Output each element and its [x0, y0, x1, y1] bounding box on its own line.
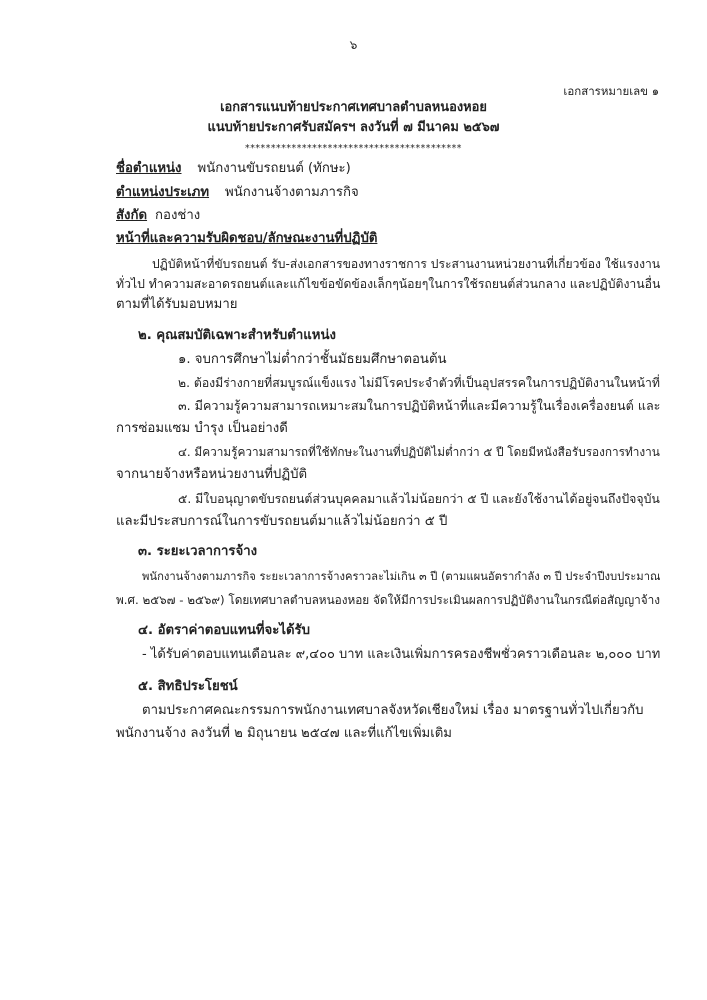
employment-period-line: พนักงานจ้างตามภารกิจ ระยะเวลาการจ้างคราวละไม่เกิน ๓ ปี (ตามแผนอัตรากำลัง ๓ ปี ประจำปีงบประมาณ: [142, 570, 661, 583]
position-type-label: ตำแหน่งประเภท: [116, 185, 210, 200]
title-separator: ******************************************: [245, 143, 462, 154]
qualification-item-continued: การซ่อมแซม บำรุง เป็นอย่างดี: [116, 421, 288, 436]
benefits-line: พนักงานจ้าง ลงวันที่ ๒ มิถุนายน ๒๕๔๗ และที่แก้ไขเพิ่มเติม: [116, 726, 452, 741]
compensation-heading: ๔. อัตราค่าตอบแทนที่จะได้รับ: [138, 623, 310, 638]
document-title-line1: เอกสารแนบท้ายประกาศเทศบาลตำบลหนองหอย: [220, 100, 487, 115]
qualification-item-continued: จากนายจ้างหรือหน่วยงานที่ปฏิบัติ: [116, 467, 308, 482]
position-name-value: พนักงานขับรถยนต์ (ทักษะ): [197, 161, 351, 176]
qualifications-heading: ๒. คุณสมบัติเฉพาะสำหรับตำแหน่ง: [138, 328, 336, 343]
benefits-line: ตามประกาศคณะกรรมการพนักงานเทศบาลจังหวัดเชียงใหม่ เรื่อง มาตรฐานทั่วไปเกี่ยวกับ: [142, 703, 644, 718]
document-title-line2: แนบท้ายประกาศรับสมัครฯ ลงวันที่ ๗ มีนาคม ๒๕๖๗: [207, 120, 500, 135]
employment-period-heading: ๓. ระยะเวลาการจ้าง: [138, 544, 258, 559]
duties-line: ทั่วไป ทำความสะอาดรถยนต์และแก้ไขข้อขัดข้องเล็กๆน้อยๆในการใช้รถยนต์ส่วนกลาง และปฏิบัติงานอื่น: [116, 277, 661, 291]
page-number: ๖: [349, 38, 358, 52]
duties-line: ตามที่ได้รับมอบหมาย: [116, 297, 238, 312]
position-name-label: ชื่อตำแหน่ง: [116, 161, 182, 176]
position-type-value: พนักงานจ้างตามภารกิจ: [225, 185, 359, 200]
qualification-item: ๑. จบการศึกษาไม่ต่ำกว่าชั้นมัธยมศึกษาตอนต้น: [178, 352, 447, 367]
qualification-item: ๔. มีความรู้ความสามารถที่ใช้ทักษะในงานที่ปฏิบัติไม่ต่ำกว่า ๕ ปี โดยมีหนังสือรับรองการทำงาน: [178, 445, 660, 459]
qualification-item: ๒. ต้องมีร่างกายที่สมบูรณ์แข็งแรง ไม่มีโรคประจำตัวที่เป็นอุปสรรคในการปฏิบัติงานในหน้าที่: [178, 376, 660, 390]
benefits-heading: ๕. สิทธิประโยชน์: [138, 679, 238, 694]
qualification-item: ๓. มีความรู้ความสามารถเหมาะสมในการปฏิบัติหน้าที่และมีความรู้ในเรื่องเครื่องยนต์ และ: [178, 398, 661, 413]
qualification-item: ๕. มีใบอนุญาตขับรถยนต์ส่วนบุคคลมาแล้วไม่น้อยกว่า ๕ ปี และยังใช้งานได้อยู่จนถึงปัจจุบัน: [178, 492, 660, 506]
qualification-item-continued: และมีประสบการณ์ในการขับรถยนต์มาแล้วไม่น้อยกว่า ๕ ปี: [116, 514, 448, 529]
position-name-row: [116, 160, 351, 178]
affiliation-row: [116, 207, 200, 225]
compensation-line: - ได้รับค่าตอบแทนเดือนละ ๙,๔๐๐ บาท และเงินเพิ่มการครองชีพชั่วคราวเดือนละ ๒,๐๐๐ บาท: [142, 647, 661, 662]
position-type-row: [116, 184, 359, 202]
affiliation-value: กองช่าง: [155, 208, 201, 223]
document-reference: เอกสารหมายเลข ๑: [563, 84, 659, 98]
employment-period-line: พ.ศ. ๒๕๖๗ - ๒๕๖๙) โดยเทศบาลตำบลหนองหอย จัดให้มีการประเมินผลการปฏิบัติงานในกรณีต่อสัญญาจ้าง: [116, 593, 661, 607]
affiliation-label: สังกัด: [116, 208, 148, 223]
duties-line: ปฏิบัติหน้าที่ขับรถยนต์ รับ-ส่งเอกสารของทางราชการ ประสานงานหน่วยงานที่เกี่ยวข้อง ใช้แรงงาน: [152, 257, 661, 271]
duties-heading: หน้าที่และความรับผิดชอบ/ลักษณะงานที่ปฏิบัติ: [116, 231, 378, 246]
